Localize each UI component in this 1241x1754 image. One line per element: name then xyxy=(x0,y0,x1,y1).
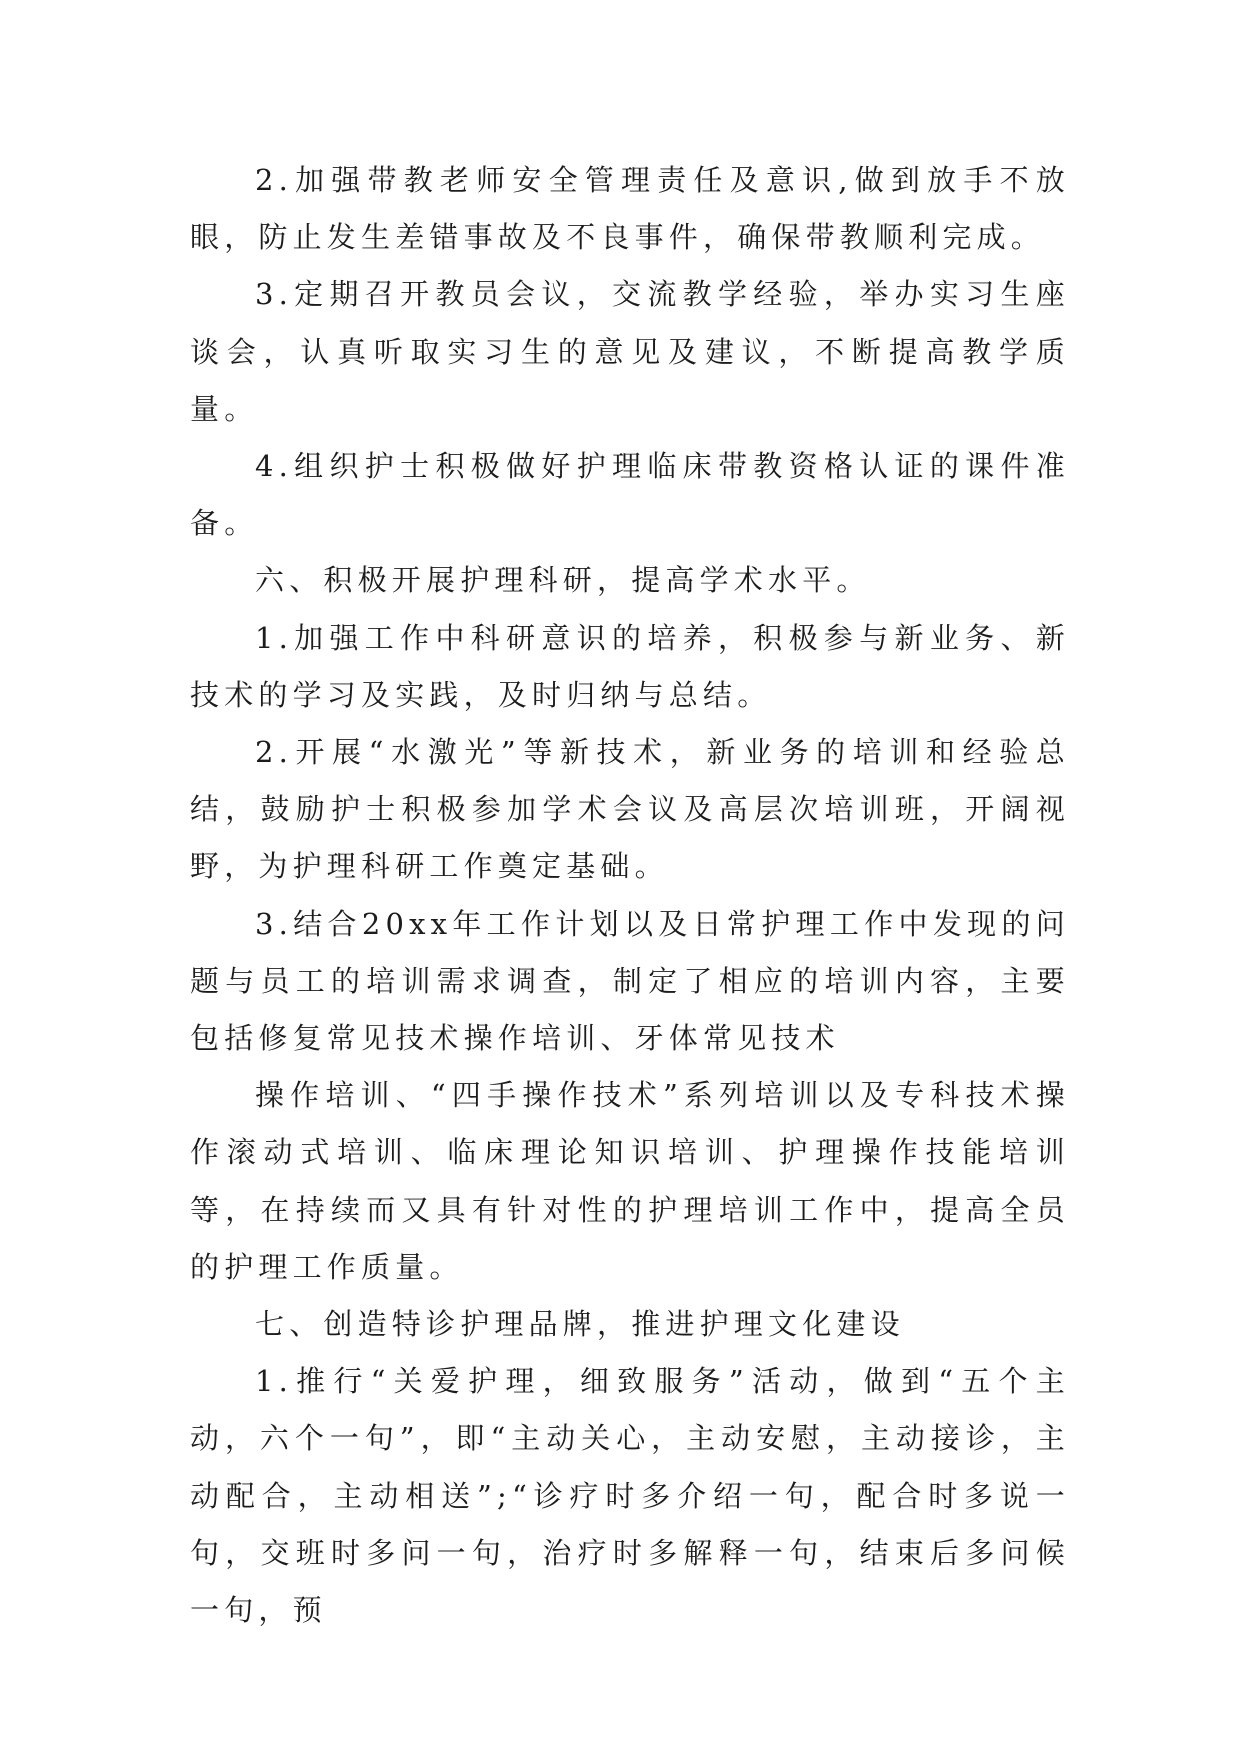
paragraph-training-continued: 操作培训、“四手操作技术”系列培训以及专科技术操作滚动式培训、临床理论知识培训、护理操作技能培训等，在持续而又具有针对性的护理培训工作中，提高全员的护理工作质量。 xyxy=(190,1078,1070,1284)
document-body xyxy=(190,152,1070,1639)
paragraph-new-technology: 2.开展“水激光”等新技术，新业务的培训和经验总结，鼓励护士积极参加学术会议及高层次培训班，开阔视野，为护理科研工作奠定基础。 xyxy=(190,735,1070,884)
paragraph-courseware: 4.组织护士积极做好护理临床带教资格认证的课件准备。 xyxy=(190,449,1070,541)
paragraph-teacher-meeting: 3.定期召开教员会议，交流教学经验，举办实习生座谈会，认真听取实习生的意见及建议，不断提高教学质量。 xyxy=(190,277,1070,426)
paragraph-research-awareness: 1.加强工作中科研意识的培养，积极参与新业务、新技术的学习及实践，及时归纳与总结。 xyxy=(190,620,1070,712)
paragraph-teacher-safety: 2.加强带教老师安全管理责任及意识,做到放手不放眼，防止发生差错事故及不良事件，确保带教顺利完成。 xyxy=(190,163,1070,255)
paragraph-training-plan: 3.结合20xx年工作计划以及日常护理工作中发现的问题与员工的培训需求调查，制定了相应的培训内容，主要包括修复常见技术操作培训、牙体常见技术 xyxy=(190,906,1070,1056)
section-heading-research: 六、积极开展护理科研，提高学术水平。 xyxy=(255,563,871,598)
paragraph-care-service: 1.推行“关爱护理，细致服务”活动，做到“五个主动，六个一句”，即“主动关心，主动安慰，主动接诊，主动配合，主动相送”;“诊疗时多介绍一句，配合时多说一句，交班时多问一句，治疗时多解释一句，结束后多问候一句，预 xyxy=(190,1364,1070,1628)
section-heading-brand: 七、创造特诊护理品牌，推进护理文化建设 xyxy=(255,1307,905,1342)
